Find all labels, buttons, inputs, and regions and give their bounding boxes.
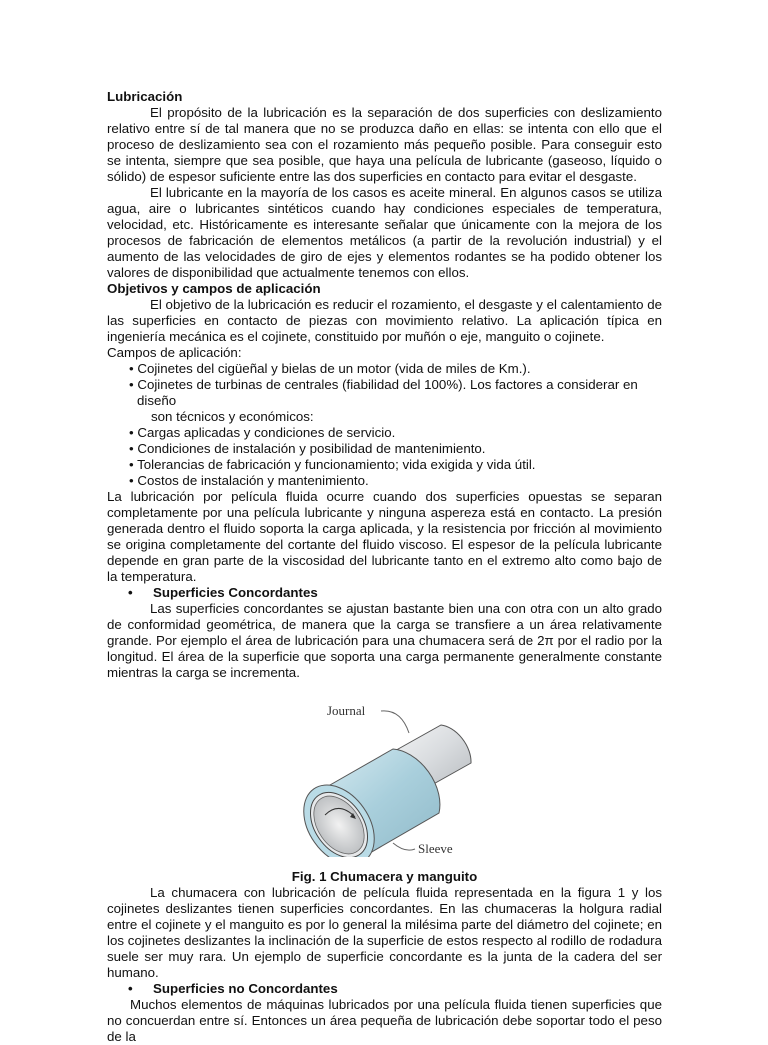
figure-caption: Fig. 1 Chumacera y manguito: [291, 869, 478, 884]
paragraph-conformal: Las superficies concordantes se ajustan bastante bien una con otra con un alto grado de conformidad geométrica, de manera que la carga se transfiere a un área relativamente grande. Por ejemplo el área de lubricación para una chumacera será de 2π por el radio por la longitud. El área de la superficie que soporta una carga permanente generalmente constante mientras la carga se incrementa.: [107, 601, 662, 680]
paragraph-fluid-film: La lubricación por película fluida ocurre cuando dos superficies opuestas se separan completamente por una película lubricante y ninguna aspereza está en contacto. La presión generada dentro el fluido soporta la carga aplicada, y la resistencia por fricción al movimiento se origina completamente del cortante del fluido viscoso. El espesor de la película lubricante depende en gran parte de la viscosidad del lubricante tanto en el extremo alto como bajo de la temperatura.: [107, 489, 662, 584]
bullet-icon: •: [128, 981, 133, 996]
list-item: • Condiciones de instalación y posibilidad de mantenimiento.: [129, 441, 486, 456]
section-title-conformal: Superficies Concordantes: [153, 585, 318, 600]
section-title-nonconformal: Superficies no Concordantes: [153, 981, 338, 996]
journal-bearing-illustration: [281, 693, 481, 857]
heading-nonconformal: [107, 981, 662, 997]
section-title-lubricacion: Lubricación: [107, 89, 183, 104]
paragraph-purpose: El propósito de la lubricación es la separación de dos superficies con deslizamiento relativo entre sí de tal manera que no se produzca daño en ellas: se intenta con ello que el proceso de deslizamiento sea con el rozamiento más pequeño posible. Para conseguir esto se intenta, siempre que sea posible, que haya una película de lubricante (gaseoso, líquido o sólido) de espesor suficiente entre las dos superficies en contacto para evitar el desgaste.: [107, 105, 662, 184]
section-title-objectives: Objetivos y campos de aplicación: [107, 281, 321, 296]
list-item: • Costos de instalación y mantenimiento.: [129, 473, 369, 488]
list-item: • Cojinetes de turbinas de centrales (fiabilidad del 100%). Los factores a considerar en diseño son técnicos y económicos:: [129, 377, 638, 424]
list-item: • Cojinetes del cigüeñal y bielas de un motor (vida de miles de Km.).: [129, 361, 531, 376]
paragraph-nonconformal: Muchos elementos de máquinas lubricados por una película fluida tienen superficies que no concuerdan entre sí. Entonces un área pequeña de lubricación debe soportar todo el peso de la: [107, 997, 662, 1044]
label-journal: Journal: [327, 703, 366, 718]
paragraph-objective: El objetivo de la lubricación es reducir el rozamiento, el desgaste y el calentamiento de las superficies en contacto de piezas con movimiento relativo. La aplicación típica en ingeniería mecánica es el cojinete, constituido por muñón o eje, manguito o cojinete.: [107, 297, 662, 344]
document-page: [107, 89, 662, 1045]
paragraph-bearing-description: La chumacera con lubricación de película fluida representada en la figura 1 y los cojinetes deslizantes tienen superficies concordantes. En las chumaceras la holgura radial entre el cojinete y el manguito es por lo general la milésima parte del diámetro del cojinete; en los cojinetes deslizantes la inclinación de la superficie de estos respecto al rodillo de rodadura suele ser muy rara. Un ejemplo de superficie concordante es la junta de la cadera del ser humano.: [107, 885, 662, 980]
label-sleeve: Sleeve: [418, 841, 453, 856]
paragraph-lubricant-types: El lubricante en la mayoría de los casos es aceite mineral. En algunos casos se utiliza agua, aire o lubricantes sintéticos cuando hay condiciones especiales de temperatura, velocidad, etc. Históricamente es interesante señalar que únicamente con la mejora de los procesos de fabricación de elementos metálicos (a partir de la revolución industrial) y el aumento de las velocidades de giro de ejes y elementos rodantes se ha podido obtener los valores de disponibilidad que actualmente tenemos con ellos.: [107, 185, 662, 280]
list-item: • Tolerancias de fabricación y funcionamiento; vida exigida y vida útil.: [129, 457, 536, 472]
list-item: • Cargas aplicadas y condiciones de servicio.: [129, 425, 396, 440]
heading-conformal: [107, 585, 662, 601]
bullet-icon: •: [128, 585, 133, 600]
fields-list: [107, 361, 662, 489]
fields-label: Campos de aplicación:: [107, 345, 242, 360]
figure-journal-sleeve: [107, 693, 662, 869]
